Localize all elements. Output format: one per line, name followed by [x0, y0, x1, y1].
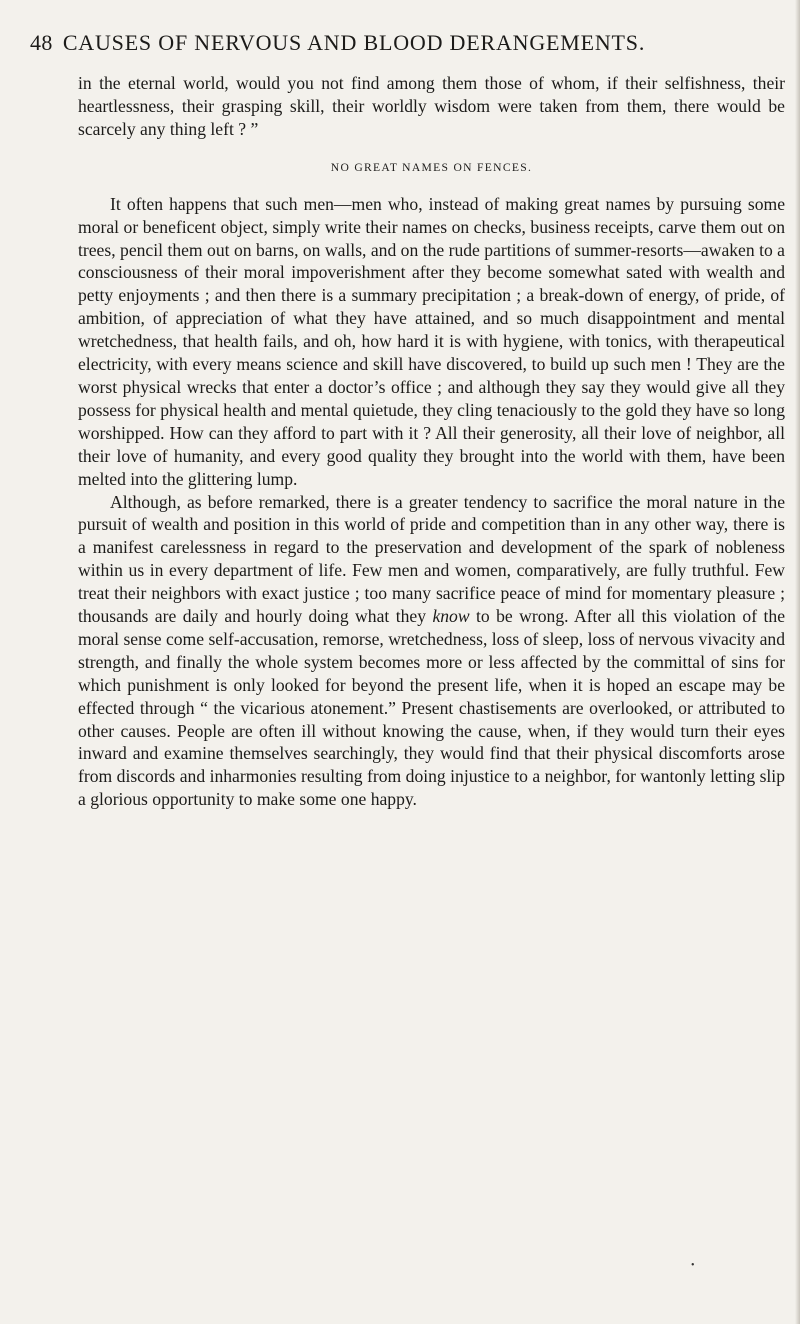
printer-mark: •: [691, 1260, 695, 1271]
running-title: CAUSES OF NERVOUS AND BLOOD DERANGEMENTS.: [62, 30, 646, 55]
page-number: 48: [30, 30, 53, 55]
body-paragraph: It often happens that such men—men who, instead of making great names by pursuing some moral or beneficent object, simply write their names on checks, business receipts, carve them out on trees, pencil them out on barns, on walls, and on the rude partitions of summer-resorts—awaken to a consciousness of their moral impoverishment after they become somewhat sated with wealth and petty enjoyments ; and then there is a summary precipitation ; a break-down of energy, of pride, of ambition, of appreciation of what they have attained, and so much disappointment and mental wretchedness, that health fails, and oh, how hard it is with hygiene, with tonics, with therapeutical electricity, with every means science and skill have discovered, to build up such men ! They are the worst physical wrecks that enter a doctor’s office ; and although they say they would give all they possess for physical health and mental quietude, they cling tenaciously to the gold they have so long worshipped. How can they afford to part with it ? All their generosity, all their love of neighbor, all their love of humanity, and every good quality they brought into the world with them, have been melted into the glittering lump.: [78, 193, 785, 489]
body-paragraph: [78, 491, 785, 812]
paragraph-text: Although, as before remarked, there is a greater tendency to sacrifice the moral nature in the pursuit of wealth and position in this world of pride and competition than in any other way, there is a manifest carelessness in regard to the preservation and development of the spark of nobleness within us in every department of life. Few men and women, comparatively, are fully truthful. Few treat their neighbors with exact justice ; too many sacrifice peace of mind for momentary pleasure ; thousands are daily and hourly doing what they: [78, 491, 785, 627]
section-heading: NO GREAT NAMES ON FENCES.: [330, 160, 533, 174]
book-page: [30, 30, 785, 1300]
paragraph-text: to be wrong. After all this violation of the moral sense come self-accusation, remorse, wretchedness, loss of sleep, loss of nervous vivacity and strength, and finally the whole system becomes more or less affected by the committal of sins for which punishment is only looked for beyond the present life, when it is hoped an escape may be effected through “ the vicarious atonement.” Present chastisements are overlooked, or attributed to other causes. People are often ill without knowing the cause, when, if they would turn their eyes inward and examine themselves searchingly, they would find that their physical discomforts arose from discords and inharmonies resulting from doing injustice to a neighbor, for wantonly letting slip a glorious opportunity to make some one happy.: [78, 606, 786, 810]
body-paragraph-continued: in the eternal world, would you not find among them those of whom, if their selfishness, their heartlessness, their grasping skill, their worldly wisdom were taken from them, there would be scarcely any thing left ? ”: [78, 73, 785, 139]
running-header: [30, 30, 785, 56]
page-edge-shadow: [795, 0, 800, 1324]
emphasized-word: know: [432, 606, 470, 627]
